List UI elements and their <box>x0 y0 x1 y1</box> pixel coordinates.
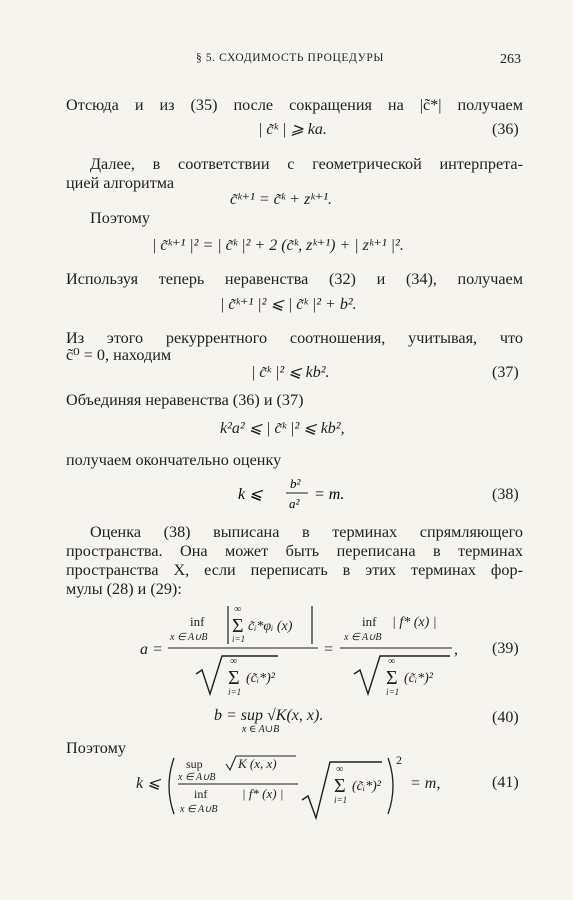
sum-sign: Σ <box>386 667 398 689</box>
equation-number-40: (40) <box>492 709 519 726</box>
formula-squared-norm: | c̃ᵏ⁺¹ |² = | c̃ᵏ |² + 2 (c̃ᵏ, zᵏ⁺¹) + | zᵏ⁺¹ |². <box>152 237 404 254</box>
sum-lower-limit: i=1 <box>232 634 246 644</box>
text-line: пространства. Она может быть переписана в терминах <box>66 542 523 560</box>
text-line: Далее, в соответствии с геометрической интерпрета- <box>90 155 523 173</box>
trailing-comma: , <box>454 641 458 658</box>
abs-f-star: | f* (x) | <box>392 615 437 630</box>
formula-38-denominator: a² <box>289 496 300 511</box>
outer-exponent: 2 <box>396 753 402 767</box>
equals-sign: = <box>324 641 334 658</box>
inf-operator: inf <box>362 614 377 629</box>
equation-number-36: (36) <box>492 121 519 138</box>
sum-sign: Σ <box>232 615 244 637</box>
formula-39 <box>136 602 476 700</box>
sum-term: c̃ᵢ*φᵢ (x) <box>248 619 293 634</box>
page-header <box>0 52 573 72</box>
text-line: получаем окончательно оценку <box>66 451 282 469</box>
inf-operator: inf <box>190 614 205 629</box>
equation-number-41: (41) <box>492 774 519 791</box>
formula-41-k: k ⩽ <box>136 775 161 792</box>
equation-number-39: (39) <box>492 640 519 657</box>
formula-40-subscript: x ∈ A∪B <box>242 724 280 735</box>
text-line: Отсюда и из (35) после сокращения на |c̃*| получаем <box>66 96 523 114</box>
text-line: Используя теперь неравенства (32) и (34), получаем <box>66 270 523 288</box>
text-line: Поэтому <box>90 209 150 227</box>
formula-38 <box>236 474 356 514</box>
sum-upper-limit: ∞ <box>230 656 238 667</box>
formula-41-tail: = m, <box>410 775 441 792</box>
sum-sign: Σ <box>334 775 346 797</box>
sum-lower-limit: i=1 <box>386 687 400 697</box>
paren-right <box>388 758 393 814</box>
formula-38-rhs: = m. <box>314 486 345 503</box>
sum-lower-limit: i=1 <box>228 687 242 697</box>
text-line: Оценка (38) выписана в терминах спрямляющего <box>90 523 523 541</box>
formula-36: | c̃ᵏ | ⩾ ka. <box>258 121 327 138</box>
formula-38-lhs: k ⩽ <box>238 486 263 503</box>
sum-sign: Σ <box>228 667 240 689</box>
kernel-term: K (x, x) <box>238 756 277 771</box>
sum-square-term: (c̃ᵢ*)² <box>246 671 275 686</box>
equation-number-38: (38) <box>492 486 519 503</box>
sup-operator: sup <box>186 757 203 771</box>
text-line: c̃⁰ = 0, находим <box>66 346 172 364</box>
running-head: § 5. СХОДИМОСТЬ ПРОЦЕДУРЫ <box>196 52 384 64</box>
text-line: мулы (28) и (29): <box>66 580 182 598</box>
text-line: пространства X, если переписать в этих терминах фор- <box>66 561 523 579</box>
formula-update-step: c̃ᵏ⁺¹ = c̃ᵏ + zᵏ⁺¹. <box>230 191 333 208</box>
text-line: Из этого рекуррентного соотношения, учитывая, что <box>66 329 523 347</box>
sum-square-term: (c̃ᵢ*)² <box>404 671 433 686</box>
inf-subscript: x ∈ A∪B <box>180 804 218 815</box>
text-line: цией алгоритма <box>66 174 175 192</box>
formula-37: | c̃ᵏ |² ⩽ kb². <box>251 364 330 381</box>
equation-number-37: (37) <box>492 364 519 381</box>
formula-41 <box>134 752 464 824</box>
sup-subscript: x ∈ A∪B <box>178 772 216 783</box>
sum-upper-limit: ∞ <box>336 764 344 775</box>
abs-f-star: | f* (x) | <box>242 786 284 801</box>
sum-upper-limit: ∞ <box>388 656 396 667</box>
inf-subscript: x ∈ A∪B <box>170 632 208 643</box>
paren-left <box>169 758 174 814</box>
inf-operator: inf <box>194 787 208 801</box>
formula-combined: k²a² ⩽ | c̃ᵏ |² ⩽ kb², <box>220 420 345 437</box>
formula-39-a: a = <box>140 641 163 658</box>
inf-subscript: x ∈ A∪B <box>344 632 382 643</box>
sum-lower-limit: i=1 <box>334 795 348 805</box>
sum-upper-limit: ∞ <box>234 604 242 615</box>
page-number: 263 <box>500 52 521 67</box>
formula-norm-inequality: | c̃ᵏ⁺¹ |² ⩽ | c̃ᵏ |² + b². <box>220 296 357 313</box>
sqrt-sign <box>354 656 450 694</box>
text-line: Поэтому <box>66 739 126 757</box>
text-line: Объединяя неравенства (36) и (37) <box>66 391 304 409</box>
sum-square-term: (c̃ᵢ*)² <box>352 779 381 794</box>
formula-38-numerator: b² <box>290 476 301 491</box>
formula-40: b = sup √K(x, x). <box>214 707 324 724</box>
